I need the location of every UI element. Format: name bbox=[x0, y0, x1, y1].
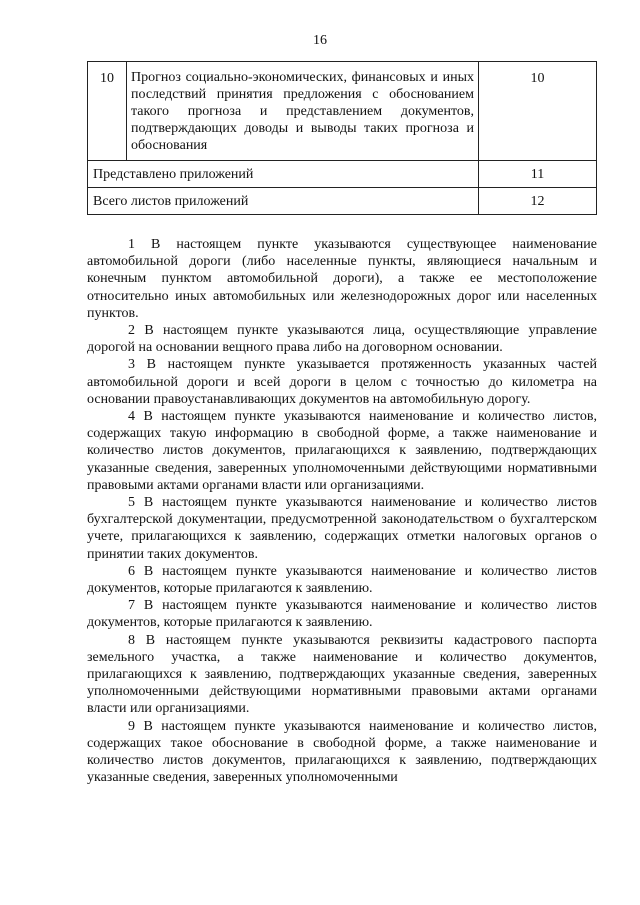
footnote-2: 2 В настоящем пункте указываются лица, осуществляющие управление дорогой на основании вещного права либо на договорном основании. bbox=[87, 323, 597, 356]
footnotes bbox=[87, 236, 597, 787]
footnote-5: 5 В настоящем пункте указываются наименование и количество листов бухгалтерской документации, предусмотренной законодательством о бухгалтерском учете, прилагающихся к заявлению, содержащих отметки налоговых органов о принятии таких документов. bbox=[87, 495, 597, 562]
table-row-sheets bbox=[88, 188, 597, 215]
row-description: Прогноз социально-экономических, финансовых и иных последствий принятия предложения с обоснованием такого прогноза и представлением документов, подтверждающих доводы и выводы таких прогноза и обоснования bbox=[127, 62, 479, 161]
attachments-table bbox=[87, 61, 597, 215]
table-row-attachments bbox=[88, 161, 597, 188]
row-value: 10 bbox=[479, 62, 597, 161]
footnote-9: 9 В настоящем пункте указываются наименование и количество листов, содержащих такое обоснование в свободной форме, а также наименование и количество листов документов, прилагающихся к заявлению, подтверждающих указанные сведения, заверенных уполномоченными bbox=[87, 718, 597, 786]
table-row-10 bbox=[88, 62, 597, 161]
footnote-3: 3 В настоящем пункте указывается протяженность указанных частей автомобильной дороги и всей дороги в целом с точностью до километра на основании правоустанавливающих документов на автомобильную дорогу. bbox=[87, 357, 597, 407]
attachments-value: 11 bbox=[479, 161, 597, 188]
footnote-4: 4 В настоящем пункте указываются наименование и количество листов, содержащих такую информацию в свободной форме, а также наименование и количество листов документов, прилагающихся к заявлению, подтверждающих указанные сведения, заверенных уполномоченными действующими нормативными правовыми актами органами власти или организациями. bbox=[87, 409, 597, 493]
row-number: 10 bbox=[88, 62, 127, 161]
attachments-label: Представлено приложений bbox=[88, 161, 479, 188]
footnote-1: 1 В настоящем пункте указываются существующее наименование автомобильной дороги (либо населенные пункты, являющиеся начальным и конечным пунктом автомобильной дороги), а также ее местоположение относительно иных автомобильных или железнодорожных дорог или населенных пунктов. bbox=[87, 237, 597, 321]
footnote-7: 7 В настоящем пункте указываются наименование и количество листов документов, которые прилагаются к заявлению. bbox=[87, 598, 597, 631]
sheets-label: Всего листов приложений bbox=[88, 188, 479, 215]
sheets-value: 12 bbox=[479, 188, 597, 215]
footnote-8: 8 В настоящем пункте указываются реквизиты кадастрового паспорта земельного участка, а также наименование и количество документов, прилагающихся к заявлению, подтверждающих указанные сведения, заверенных уполномоченными действующими нормативными правовыми актами органами власти или организациями. bbox=[87, 632, 597, 717]
footnote-6: 6 В настоящем пункте указываются наименование и количество листов документов, которые прилагаются к заявлению. bbox=[87, 563, 597, 597]
page-number: 16 bbox=[313, 33, 327, 48]
